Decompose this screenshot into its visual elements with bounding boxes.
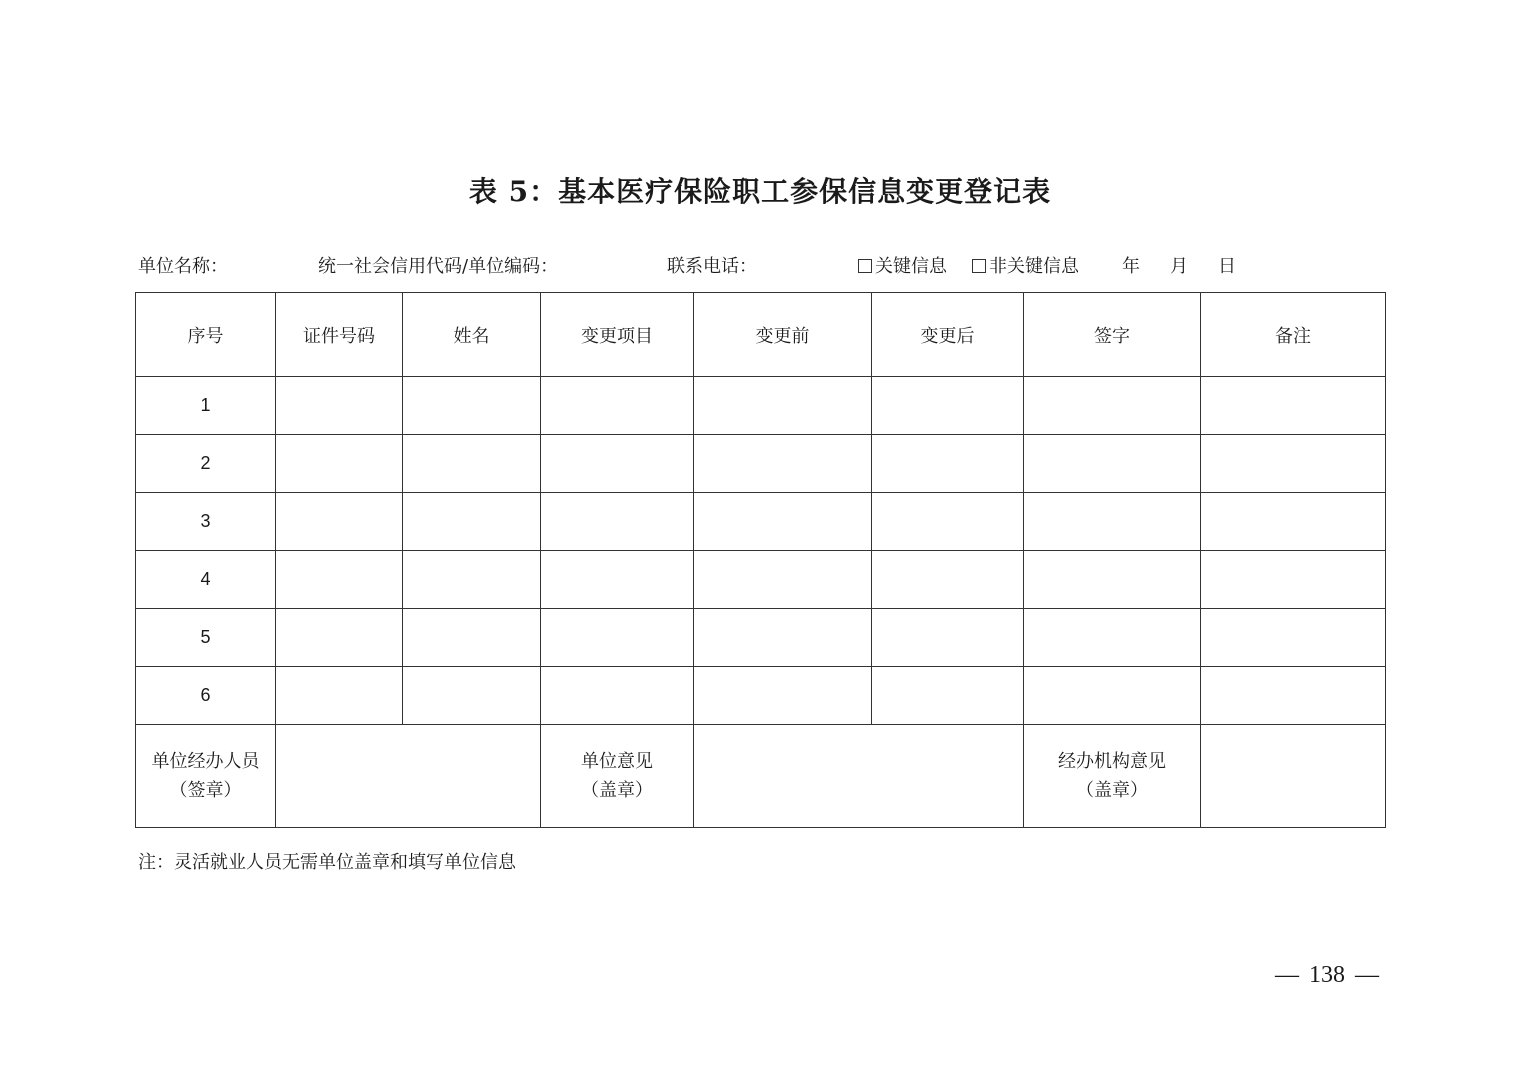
key-info-label: 关键信息 xyxy=(875,256,947,277)
page-dash-left: — xyxy=(1275,962,1299,988)
handler-note: （签章） xyxy=(169,780,242,801)
name-cell[interactable] xyxy=(403,609,541,667)
change-item-cell[interactable] xyxy=(541,551,694,609)
name-cell[interactable] xyxy=(403,377,541,435)
key-info-checkbox[interactable] xyxy=(858,259,872,273)
change-item-cell[interactable] xyxy=(541,493,694,551)
remarks-cell[interactable] xyxy=(1201,493,1386,551)
form-info-line xyxy=(0,252,1520,278)
header-cell-change-item: 变更项目 xyxy=(541,293,694,377)
remarks-cell[interactable] xyxy=(1201,667,1386,725)
before-cell[interactable] xyxy=(694,551,872,609)
name-cell[interactable] xyxy=(403,435,541,493)
signature-cell[interactable] xyxy=(1024,493,1201,551)
phone-label: 联系电话： xyxy=(667,256,757,277)
unit-opinion-label: 单位意见 xyxy=(581,751,653,772)
name-cell[interactable] xyxy=(403,667,541,725)
unit-opinion-note: （盖章） xyxy=(581,780,653,801)
row-number: 3 xyxy=(136,493,276,551)
agency-opinion-note: （盖章） xyxy=(1076,780,1148,801)
after-cell[interactable] xyxy=(872,667,1024,725)
agency-opinion-cell[interactable] xyxy=(1201,725,1386,828)
key-info-option[interactable] xyxy=(858,252,947,278)
unit-opinion-label-cell xyxy=(541,725,694,828)
row-number: 6 xyxy=(136,667,276,725)
table-header-row xyxy=(136,293,1386,377)
before-cell[interactable] xyxy=(694,377,872,435)
change-item-cell[interactable] xyxy=(541,435,694,493)
form-title: 表 5：基本医疗保险职工参保信息变更登记表 xyxy=(468,175,1052,208)
remarks-cell[interactable] xyxy=(1201,435,1386,493)
before-cell[interactable] xyxy=(694,609,872,667)
handler-label-cell xyxy=(136,725,276,828)
name-cell[interactable] xyxy=(403,493,541,551)
header-cell-serial: 序号 xyxy=(136,293,276,377)
agency-opinion-label: 经办机构意见 xyxy=(1058,751,1166,772)
credit-code-label: 统一社会信用代码/单位编码： xyxy=(318,256,559,277)
table-row xyxy=(136,609,1386,667)
month-label: 月 xyxy=(1170,256,1188,277)
agency-opinion-label-cell xyxy=(1024,725,1201,828)
table-row xyxy=(136,667,1386,725)
id-number-cell[interactable] xyxy=(276,551,403,609)
remarks-cell[interactable] xyxy=(1201,551,1386,609)
signature-cell[interactable] xyxy=(1024,377,1201,435)
id-number-cell[interactable] xyxy=(276,667,403,725)
after-cell[interactable] xyxy=(872,377,1024,435)
page-dash-right: — xyxy=(1355,962,1379,988)
table-footer-row xyxy=(136,725,1386,828)
change-item-cell[interactable] xyxy=(541,377,694,435)
handler-label: 单位经办人员 xyxy=(151,751,260,772)
day-label: 日 xyxy=(1218,256,1236,277)
header-cell-remarks: 备注 xyxy=(1201,293,1386,377)
signature-cell[interactable] xyxy=(1024,667,1201,725)
non-key-info-checkbox[interactable] xyxy=(972,259,986,273)
year-label: 年 xyxy=(1122,256,1140,277)
before-cell[interactable] xyxy=(694,435,872,493)
signature-cell[interactable] xyxy=(1024,609,1201,667)
after-cell[interactable] xyxy=(872,493,1024,551)
non-key-info-option[interactable] xyxy=(972,252,1079,278)
change-item-cell[interactable] xyxy=(541,667,694,725)
header-cell-id-number: 证件号码 xyxy=(276,293,403,377)
name-cell[interactable] xyxy=(403,551,541,609)
row-number: 1 xyxy=(136,377,276,435)
page-number xyxy=(1275,962,1379,989)
remarks-cell[interactable] xyxy=(1201,377,1386,435)
change-item-cell[interactable] xyxy=(541,609,694,667)
after-cell[interactable] xyxy=(872,609,1024,667)
unit-name-label: 单位名称： xyxy=(138,256,228,277)
signature-cell[interactable] xyxy=(1024,551,1201,609)
signature-cell[interactable] xyxy=(1024,435,1201,493)
row-number: 2 xyxy=(136,435,276,493)
footnote: 注：灵活就业人员无需单位盖章和填写单位信息 xyxy=(138,852,516,873)
remarks-cell[interactable] xyxy=(1201,609,1386,667)
after-cell[interactable] xyxy=(872,551,1024,609)
row-number: 5 xyxy=(136,609,276,667)
row-number: 4 xyxy=(136,551,276,609)
table-row xyxy=(136,493,1386,551)
header-cell-signature: 签字 xyxy=(1024,293,1201,377)
change-registration-table xyxy=(135,292,1386,828)
non-key-info-label: 非关键信息 xyxy=(989,256,1079,277)
header-cell-name: 姓名 xyxy=(403,293,541,377)
header-cell-after: 变更后 xyxy=(872,293,1024,377)
id-number-cell[interactable] xyxy=(276,435,403,493)
table-row xyxy=(136,377,1386,435)
header-cell-before: 变更前 xyxy=(694,293,872,377)
unit-opinion-cell[interactable] xyxy=(694,725,1024,828)
before-cell[interactable] xyxy=(694,667,872,725)
before-cell[interactable] xyxy=(694,493,872,551)
handler-signature-cell[interactable] xyxy=(276,725,541,828)
id-number-cell[interactable] xyxy=(276,377,403,435)
id-number-cell[interactable] xyxy=(276,493,403,551)
after-cell[interactable] xyxy=(872,435,1024,493)
id-number-cell[interactable] xyxy=(276,609,403,667)
table-row xyxy=(136,551,1386,609)
table-row xyxy=(136,435,1386,493)
page-number-value: 138 xyxy=(1309,962,1345,988)
